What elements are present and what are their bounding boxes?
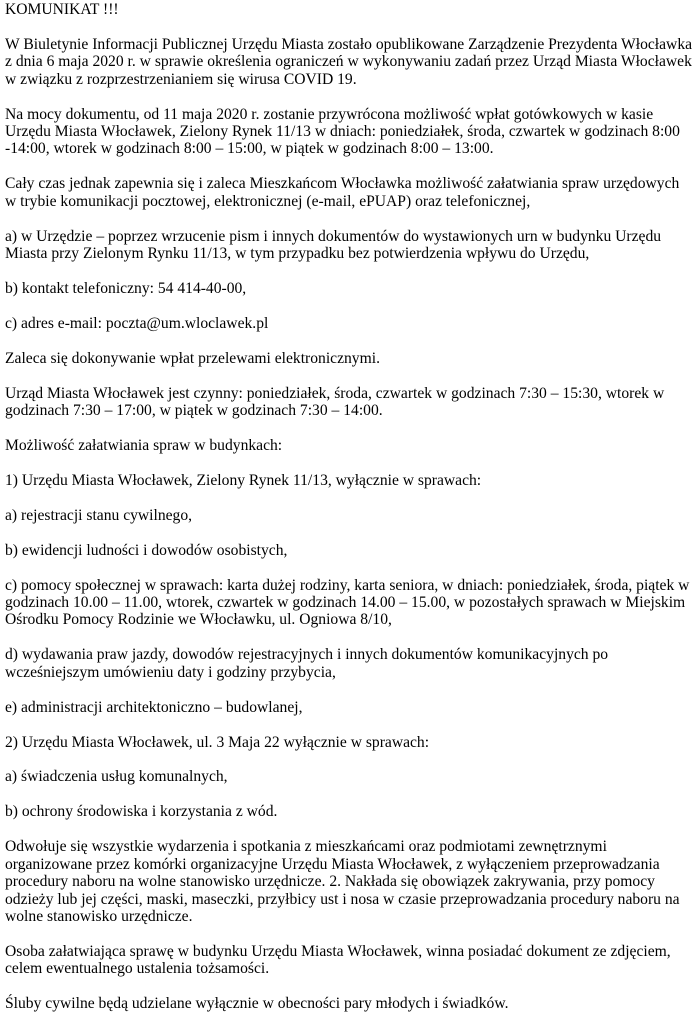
list-item-environment: b) ochrony środowiska i korzystania z wód.: [5, 803, 278, 821]
paragraph-remote-contact: Cały czas jednak zapewnia się i zaleca Mieszkańcom Włocławka możliwość załatwiania spraw urzędowych w trybie komunikacji pocztowej, elektronicznej (e-mail, ePUAP) oraz telefonicznej,: [5, 175, 680, 210]
paragraph-buildings-heading: Możliwość załatwiania spraw w budynkach:: [5, 437, 283, 454]
document-title: KOMUNIKAT !!!: [5, 1, 119, 18]
paragraph-id-document: Osoba załatwiająca sprawę w budynku Urzędu Miasta Włocławek, winna posiadać dokument ze zdjęciem, celem ewentualnego ustalenia tożsamości.: [5, 942, 671, 978]
paragraph-events-cancelled: Odwołuje się wszystkie wydarzenia i spotkania z mieszkańcami oraz podmiotami zewnętrznymi organizowane przez komórki organizacyjne Urzędu Miasta Włocławek, z wyłączeniem przeprowadzania procedury naboru na wolne stanowisko urzędnicze. 2. Nakłada się obowiązek zakrywania, przy pomocy odzieży lub jej części, maski, maseczki, przyłbicy ust i nosa w czasie przeprowadzania procedury naboru na wolne stanowisko urzędnicze.: [5, 838, 680, 925]
list-item-3-maja: 2) Urzędu Miasta Włocławek, ul. 3 Maja 22 wyłącznie w sprawach:: [5, 733, 430, 751]
paragraph-electronic-payments: Zaleca się dokonywanie wpłat przelewami elektronicznymi.: [5, 349, 380, 367]
list-item-civil-registry: a) rejestracji stanu cywilnego,: [5, 506, 193, 524]
list-item-population-records: b) ewidencji ludności i dowodów osobistych,: [5, 541, 288, 559]
list-item-municipal-services: a) świadczenia usług komunalnych,: [5, 768, 228, 786]
paragraph-weddings: Śluby cywilne będą udzielane wyłącznie w obecności pary młodych i świadków.: [5, 995, 509, 1013]
list-item-phone: b) kontakt telefoniczny: 54 414-40-00,: [5, 279, 247, 297]
list-item-email: c) adres e-mail: poczta@um.wloclawek.pl: [5, 314, 269, 332]
paragraph-cash-payments: Na mocy dokumentu, od 11 maja 2020 r. zostanie przywrócona możliwość wpłat gotówkowych w kasie Urzędu Miasta Włocławek, Zielony Rynek 11/13 w dniach: poniedziałek, środa, czwartek w godzinach 8:00 -14:00, wtorek w godzinach 8:00 – 15:00, w piątek w godzinach 8:00 – 13:00.: [5, 105, 680, 158]
list-item-social-assistance: c) pomocy społecznej w sprawach: karta dużej rodziny, karta seniora, w dniach: poniedziałek, środa, piątek w godzinach 10.00 – 11.00, wtorek, czwartek w godzinach 14.00 – 15.00, w pozostałych sprawach w Miejskim Ośrodku Pomocy Rodzinie we Włocławku, ul. Ogniowa 8/10,: [5, 576, 690, 629]
paragraph-opening-hours: Urząd Miasta Włocławek jest czynny: poniedziałek, środa, czwartek w godzinach 7:30 – 15:30, wtorek w godzinach 7:30 – 17:00, w piątek w godzinach 7:30 – 14:00.: [5, 384, 665, 420]
list-item-zielony-rynek: 1) Urzędu Miasta Włocławek, Zielony Rynek 11/13, wyłącznie w sprawach:: [5, 471, 482, 489]
paragraph-bip-announcement: W Biuletynie Informacji Publicznej Urzędu Miasta zostało opublikowane Zarządzenie Prezydenta Włocławka z dnia 6 maja 2020 r. w sprawie określenia ograniczeń w wykonywaniu zadań przez Urząd Miasta Włocławek w związku z rozprzestrzenianiem się wirusa COVID 19.: [5, 35, 693, 88]
list-item-urns: a) w Urzędzie – poprzez wrzucenie pism i innych dokumentów do wystawionych urn w budynku Urzędu Miasta przy Zielonym Rynku 11/13, w tym przypadku bez potwierdzenia wpływu do Urzędu,: [5, 227, 662, 263]
list-item-driving-licences: d) wydawania praw jazdy, dowodów rejestracyjnych i innych dokumentów komunikacyjnych po wcześniejszym umówieniu daty i godziny przybycia,: [5, 646, 609, 681]
list-item-architecture: e) administracji architektoniczno – budowlanej,: [5, 698, 303, 716]
